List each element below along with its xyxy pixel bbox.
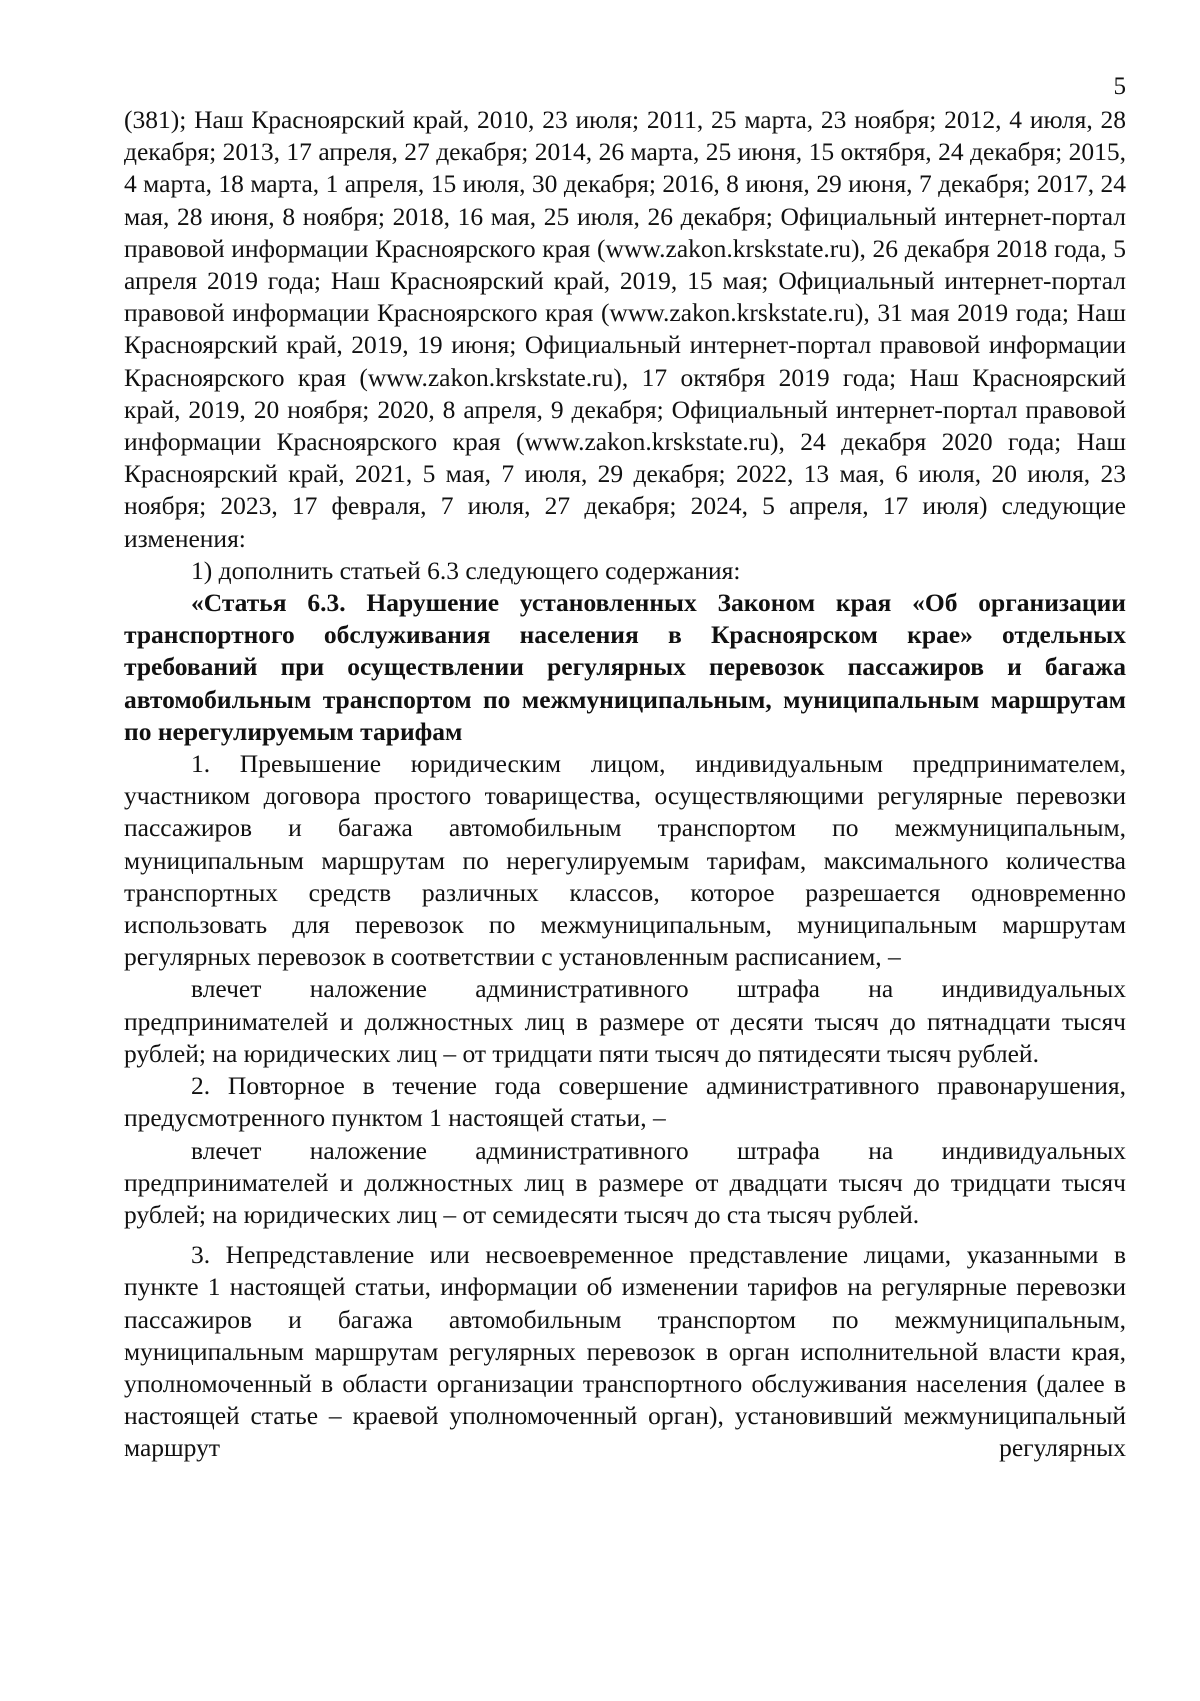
paragraph-part-2: 2. Повторное в течение года совершение административного правонарушения, предусмотренного пунктом 1 настоящей статьи, – bbox=[124, 1071, 1126, 1133]
paragraph-part-3: 3. Непредставление или несвоевременное представление лицами, указанными в пункте 1 настоящей статьи, информации об изменении тарифов на регулярные перевозки пассажиров и багажа автомобильным транспортом по межмуниципальным, муниципальным маршрутам регулярных перевозок в орган исполнительной власти края, уполномоченный в области организации транспортного обслуживания населения (далее в настоящей статье – краевой уполномоченный орган), установивший межмуниципальный маршрут регулярных bbox=[124, 1240, 1126, 1463]
paragraph-item-1: 1) дополнить статьей 6.3 следующего содержания: bbox=[191, 555, 741, 585]
paragraph-part-1: 1. Превышение юридическим лицом, индивидуальным предпринимателем, участником договора простого товарищества, осуществляющими регулярные перевозки пассажиров и багажа автомобильным транспортом по межмуниципальным, муниципальным маршрутам по нерегулируемым тарифам, максимального количества транспортных средств различных классов, которое разрешается одновременно использовать для перевозок по межмуниципальным, муниципальным маршрутам регулярных перевозок в соответствии с установленным расписанием, – bbox=[124, 749, 1126, 972]
paragraph-penalty-1: влечет наложение административного штрафа на индивидуальных предпринимателей и должностных лиц в размере от десяти тысяч до пятнадцати тысяч рублей; на юридических лиц – от тридцати пяти тысяч до пятидесяти тысяч рублей. bbox=[124, 974, 1126, 1068]
document-page bbox=[124, 0, 1126, 1701]
article-heading: «Статья 6.3. Нарушение установленных Законом края «Об организации транспортного обслуживания населения в Красноярском крае» отдельных требований при осуществлении регулярных перевозок пассажиров и багажа автомобильным транспортом по межмуниципальным, муниципальным маршрутам по нерегулируемым тарифам bbox=[124, 588, 1126, 746]
document-body bbox=[124, 104, 1126, 1465]
page-number: 5 bbox=[1113, 73, 1126, 100]
paragraph-penalty-2: влечет наложение административного штрафа на индивидуальных предпринимателей и должностных лиц в размере от двадцати тысяч до тридцати тысяч рублей; на юридических лиц – от семидесяти тысяч до ста тысяч рублей. bbox=[124, 1135, 1126, 1229]
paragraph-amendment-sources: (381); Наш Красноярский край, 2010, 23 июля; 2011, 25 марта, 23 ноября; 2012, 4 июля, 28 декабря; 2013, 17 апреля, 27 декабря; 2014, 26 марта, 25 июня, 15 октября, 24 декабря; 2015, 4 марта, 18 марта, 1 апреля, 15 июля, 30 декабря; 2016, 8 июня, 29 июня, 7 декабря; 2017, 24 мая, 28 июня, 8 ноября; 2018, 16 мая, 25 июля, 26 декабря; Официальный интернет-портал правовой информации Красноярского края (www.zakon.krskstate.ru), 26 декабря 2018 года, 5 апреля 2019 года; Наш Красноярский край, 2019, 15 мая; Официальный интернет-портал правовой информации Красноярского края (www.zakon.krskstate.ru), 31 мая 2019 года; Наш Красноярский край, 2019, 19 июня; Официальный интернет-портал правовой информации Красноярского края (www.zakon.krskstate.ru), 17 октября 2019 года; Наш Красноярский край, 2019, 20 ноября; 2020, 8 апреля, 9 декабря; Официальный интернет-портал правовой информации Красноярского края (www.zakon.krskstate.ru), 24 декабря 2020 года; Наш Красноярский край, 2021, 5 мая, 7 июля, 29 декабря; 2022, 13 мая, 6 июля, 20 июля, 23 ноября; 2023, 17 февраля, 7 июля, 27 декабря; 2024, 5 апреля, 17 июля) следующие изменения: bbox=[124, 105, 1126, 553]
